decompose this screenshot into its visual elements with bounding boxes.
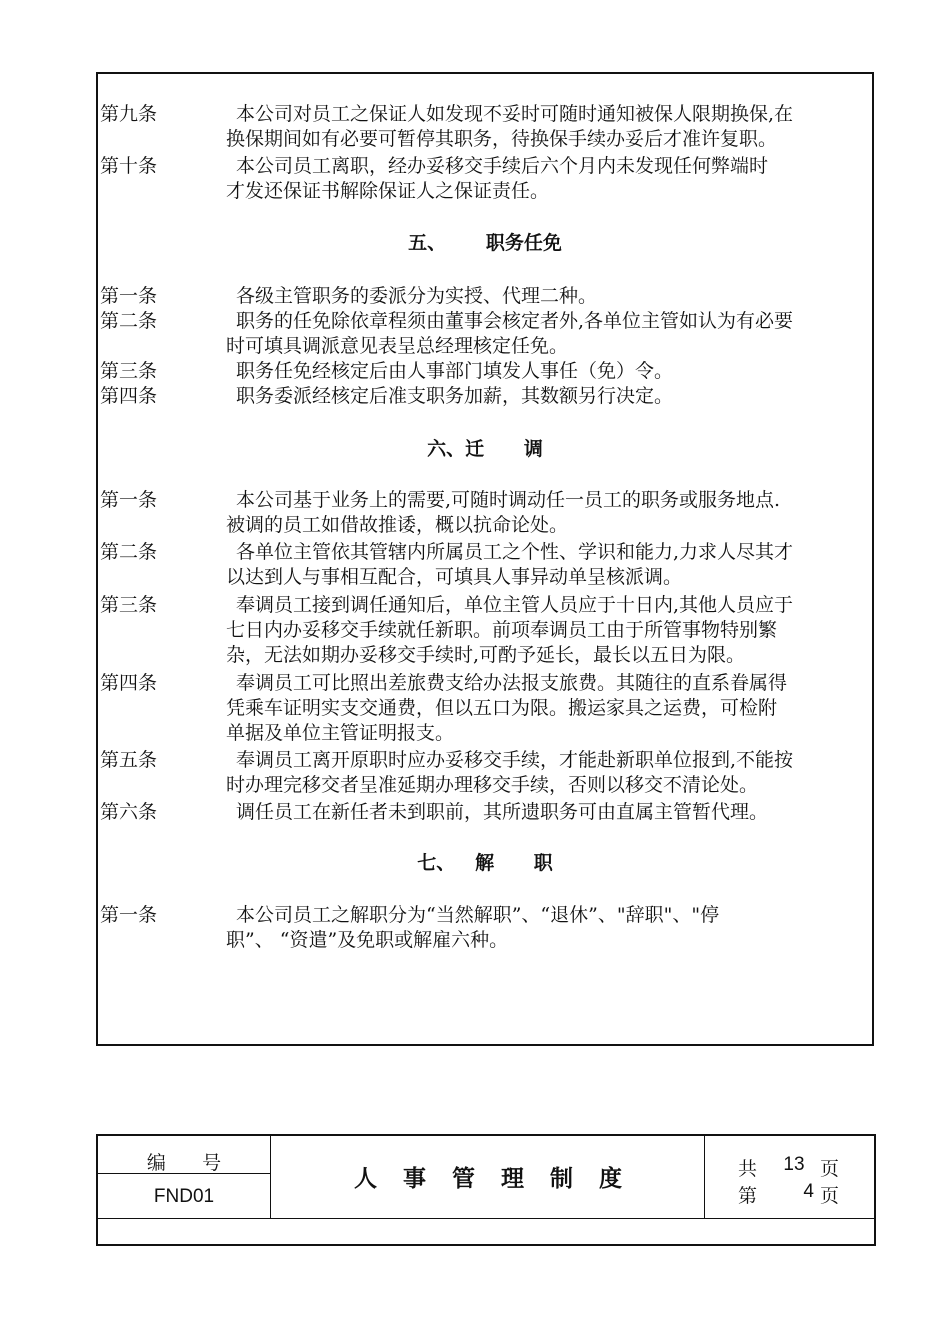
article-line: 职务委派经核定后准支职务加薪，其数额另行决定。 [236,385,674,407]
article-number: 第一条 [100,904,158,926]
article-body [226,284,872,309]
article-line: 职”、 “资遣”及免职或解雇六种。 [226,929,509,951]
page-number: 4 [803,1181,814,1202]
article-line: 本公司基于业务上的需要,可随时调动任一员工的职务或服务地点. [236,489,781,511]
article-line: 职务的任免除依章程须由董事会核定者外,各单位主管如认为有必要 [236,310,794,332]
article-line: 各级主管职务的委派分为实授、代理二种。 [236,285,598,307]
article-body [226,384,872,409]
article-line: 奉调员工可比照出差旅费支给办法报支旅费。其随往的直系眷属得 [236,672,788,694]
article-number: 第九条 [100,103,158,125]
article-number: 第三条 [100,360,158,382]
section-heading-7: 七、 解 职 [417,852,553,874]
article-line: 调任员工在新任者未到职前，其所遗职务可由直属主管暂代理。 [236,801,769,823]
article-line: 才发还保证书解除保证人之保证责任。 [226,180,550,202]
article-body [226,593,872,668]
article-line: 本公司员工离职，经办妥移交手续后六个月内未发现任何弊端时 [236,155,769,177]
article-number: 第四条 [100,385,158,407]
article-line: 职务任免经核定后由人事部门填发人事任（免）令。 [236,360,674,382]
article-number: 第二条 [100,310,158,332]
article-line: 七日内办妥移交手续就任新职。前项奉调员工由于所管事物特别繁 [226,619,778,641]
article-body [226,359,872,384]
article-line: 时办理完移交者呈准延期办理移交手续，否则以移交不清论处。 [226,774,759,796]
article-line: 时可填具调派意见表呈总经理核定任免。 [226,335,569,357]
article-number: 第十条 [100,155,158,177]
article-number: 第六条 [100,801,158,823]
section-heading-5: 五、 职务任免 [408,232,562,254]
article-body [226,154,872,204]
footer-divider [98,1218,874,1219]
article-number: 第三条 [100,594,158,616]
article-number: 第一条 [100,489,158,511]
article-line: 杂，无法如期办妥移交手续时,可酌予延长，最长以五日为限。 [226,644,746,666]
article-number: 第一条 [100,285,158,307]
article-line: 以达到人与事相互配合，可填具人事异动单呈核派调。 [226,566,683,588]
section-heading-6: 六、迁 调 [427,438,543,460]
article-line: 奉调员工接到调任通知后，单位主管人员应于十日内,其他人员应于 [236,594,794,616]
total-pages: 13 [783,1154,805,1175]
footer-divider [270,1136,271,1218]
code-label: 编 号 [146,1152,222,1174]
page-suffix: 页 [820,1185,840,1207]
article-line: 单据及单位主管证明报支。 [226,722,455,744]
footer-divider [704,1136,705,1218]
total-suffix: 页 [820,1158,840,1180]
page-prefix: 第 [738,1185,758,1207]
code-value: FND01 [153,1186,215,1207]
article-body [226,671,872,746]
article-line: 本公司员工之解职分为“当然解职”、“退休”、"辞职"、"停 [236,904,720,926]
document-title: 人事管理制度 [354,1165,648,1192]
article-line: 奉调员工离开原职时应办妥移交手续，才能赴新职单位报到,不能按 [236,749,794,771]
article-line: 换保期间如有必要可暂停其职务，待换保手续办妥后才准许复职。 [226,128,778,150]
footer-table [96,1134,876,1246]
article-body [226,488,872,538]
article-body [226,309,872,359]
article-body [226,903,872,953]
article-number: 第五条 [100,749,158,771]
article-line: 本公司对员工之保证人如发现不妥时可随时通知被保人限期换保,在 [236,103,794,125]
article-body [226,748,872,798]
article-number: 第四条 [100,672,158,694]
article-line: 被调的员工如借故推诿，概以抗命论处。 [226,514,569,536]
total-prefix: 共 [738,1158,758,1180]
article-line: 凭乘车证明实支交通费，但以五口为限。搬运家具之运费，可检附 [226,697,778,719]
article-body [226,540,872,590]
article-body [226,800,872,825]
article-number: 第二条 [100,541,158,563]
article-line: 各单位主管依其管辖内所属员工之个性、学识和能力,力求人尽其才 [236,541,794,563]
article-body [226,102,872,152]
